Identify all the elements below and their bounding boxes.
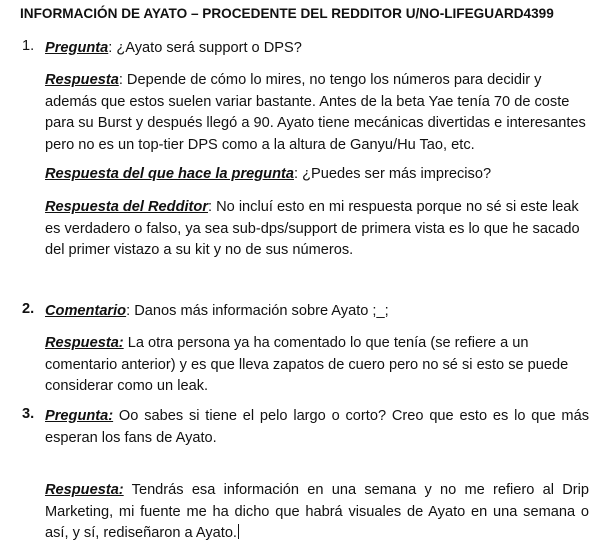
- text-cursor: [238, 524, 239, 539]
- item-2-number: 2.: [22, 301, 35, 317]
- item-3-answer-text: Tendrás esa información en una semana y no me refiero al Drip Marketing, mi fuente me ha dicho que habrá visuales de Ayato en una semana o así, y sí, rediseñaron a Ayato.: [45, 482, 589, 541]
- item-3-answer: [45, 480, 589, 545]
- item-1-number: 1.: [22, 38, 35, 54]
- item-1-answer-1: [45, 70, 589, 156]
- item-3-number: 3.: [22, 406, 35, 422]
- item-1-answer-1-label: Respuesta: [45, 72, 119, 88]
- item-2-comment: [45, 301, 589, 323]
- item-1-answer-3: [45, 197, 589, 262]
- item-1-question-label: Pregunta: [45, 40, 109, 56]
- item-1-question: [45, 38, 589, 60]
- item-3-answer-label: Respuesta:: [45, 482, 124, 498]
- item-1-answer-3-text: : No incluí esto en mi respuesta porque no sé si este leak es verdadero o falso, ya sea sub-dps/support de primera vista es lo que he sacado del primer vistazo a su kit y no de sus números.: [45, 199, 580, 258]
- item-1-answer-2-label: Respuesta del que hace la pregunta: [45, 166, 294, 182]
- item-2-answer-text: La otra persona ya ha comentado lo que tenía (se refiere a un comentario anterior) y es que lleva zapatos de cuero pero no sé si esto se puede considerar como un leak.: [45, 335, 569, 394]
- item-3-question: [45, 406, 589, 449]
- item-1-answer-3-label: Respuesta del Redditor: [45, 199, 208, 215]
- item-3-question-text: Oo sabes si tiene el pelo largo o corto? Creo que esto es lo que más esperan los fans de Ayato.: [45, 408, 589, 446]
- item-2-comment-text: : Danos más información sobre Ayato ;_;: [126, 303, 389, 319]
- item-2-comment-label: Comentario: [45, 303, 127, 319]
- item-2-answer-label: Respuesta:: [45, 335, 124, 351]
- document-title: INFORMACIÓN DE AYATO – PROCEDENTE DEL REDDITOR U/NO-LIFEGUARD4399: [20, 6, 554, 21]
- item-1-answer-2: [45, 164, 589, 186]
- item-1-answer-2-text: : ¿Puedes ser más impreciso?: [293, 166, 492, 182]
- item-2-answer: [45, 333, 589, 398]
- item-1-question-text: : ¿Ayato será support o DPS?: [108, 40, 302, 56]
- item-3-question-label: Pregunta:: [45, 408, 114, 424]
- item-1-answer-1-text: : Depende de cómo lo mires, no tengo los números para decidir y además que estos suelen variar bastante. Antes de la beta Yae tenía 70 de coste para su Burst y después llegó a 90. Ayato tiene mecánicas divertidas e interesantes pero no es un top-tier DPS como a la altura de Ganyu/Hu Tao, etc.: [45, 72, 586, 153]
